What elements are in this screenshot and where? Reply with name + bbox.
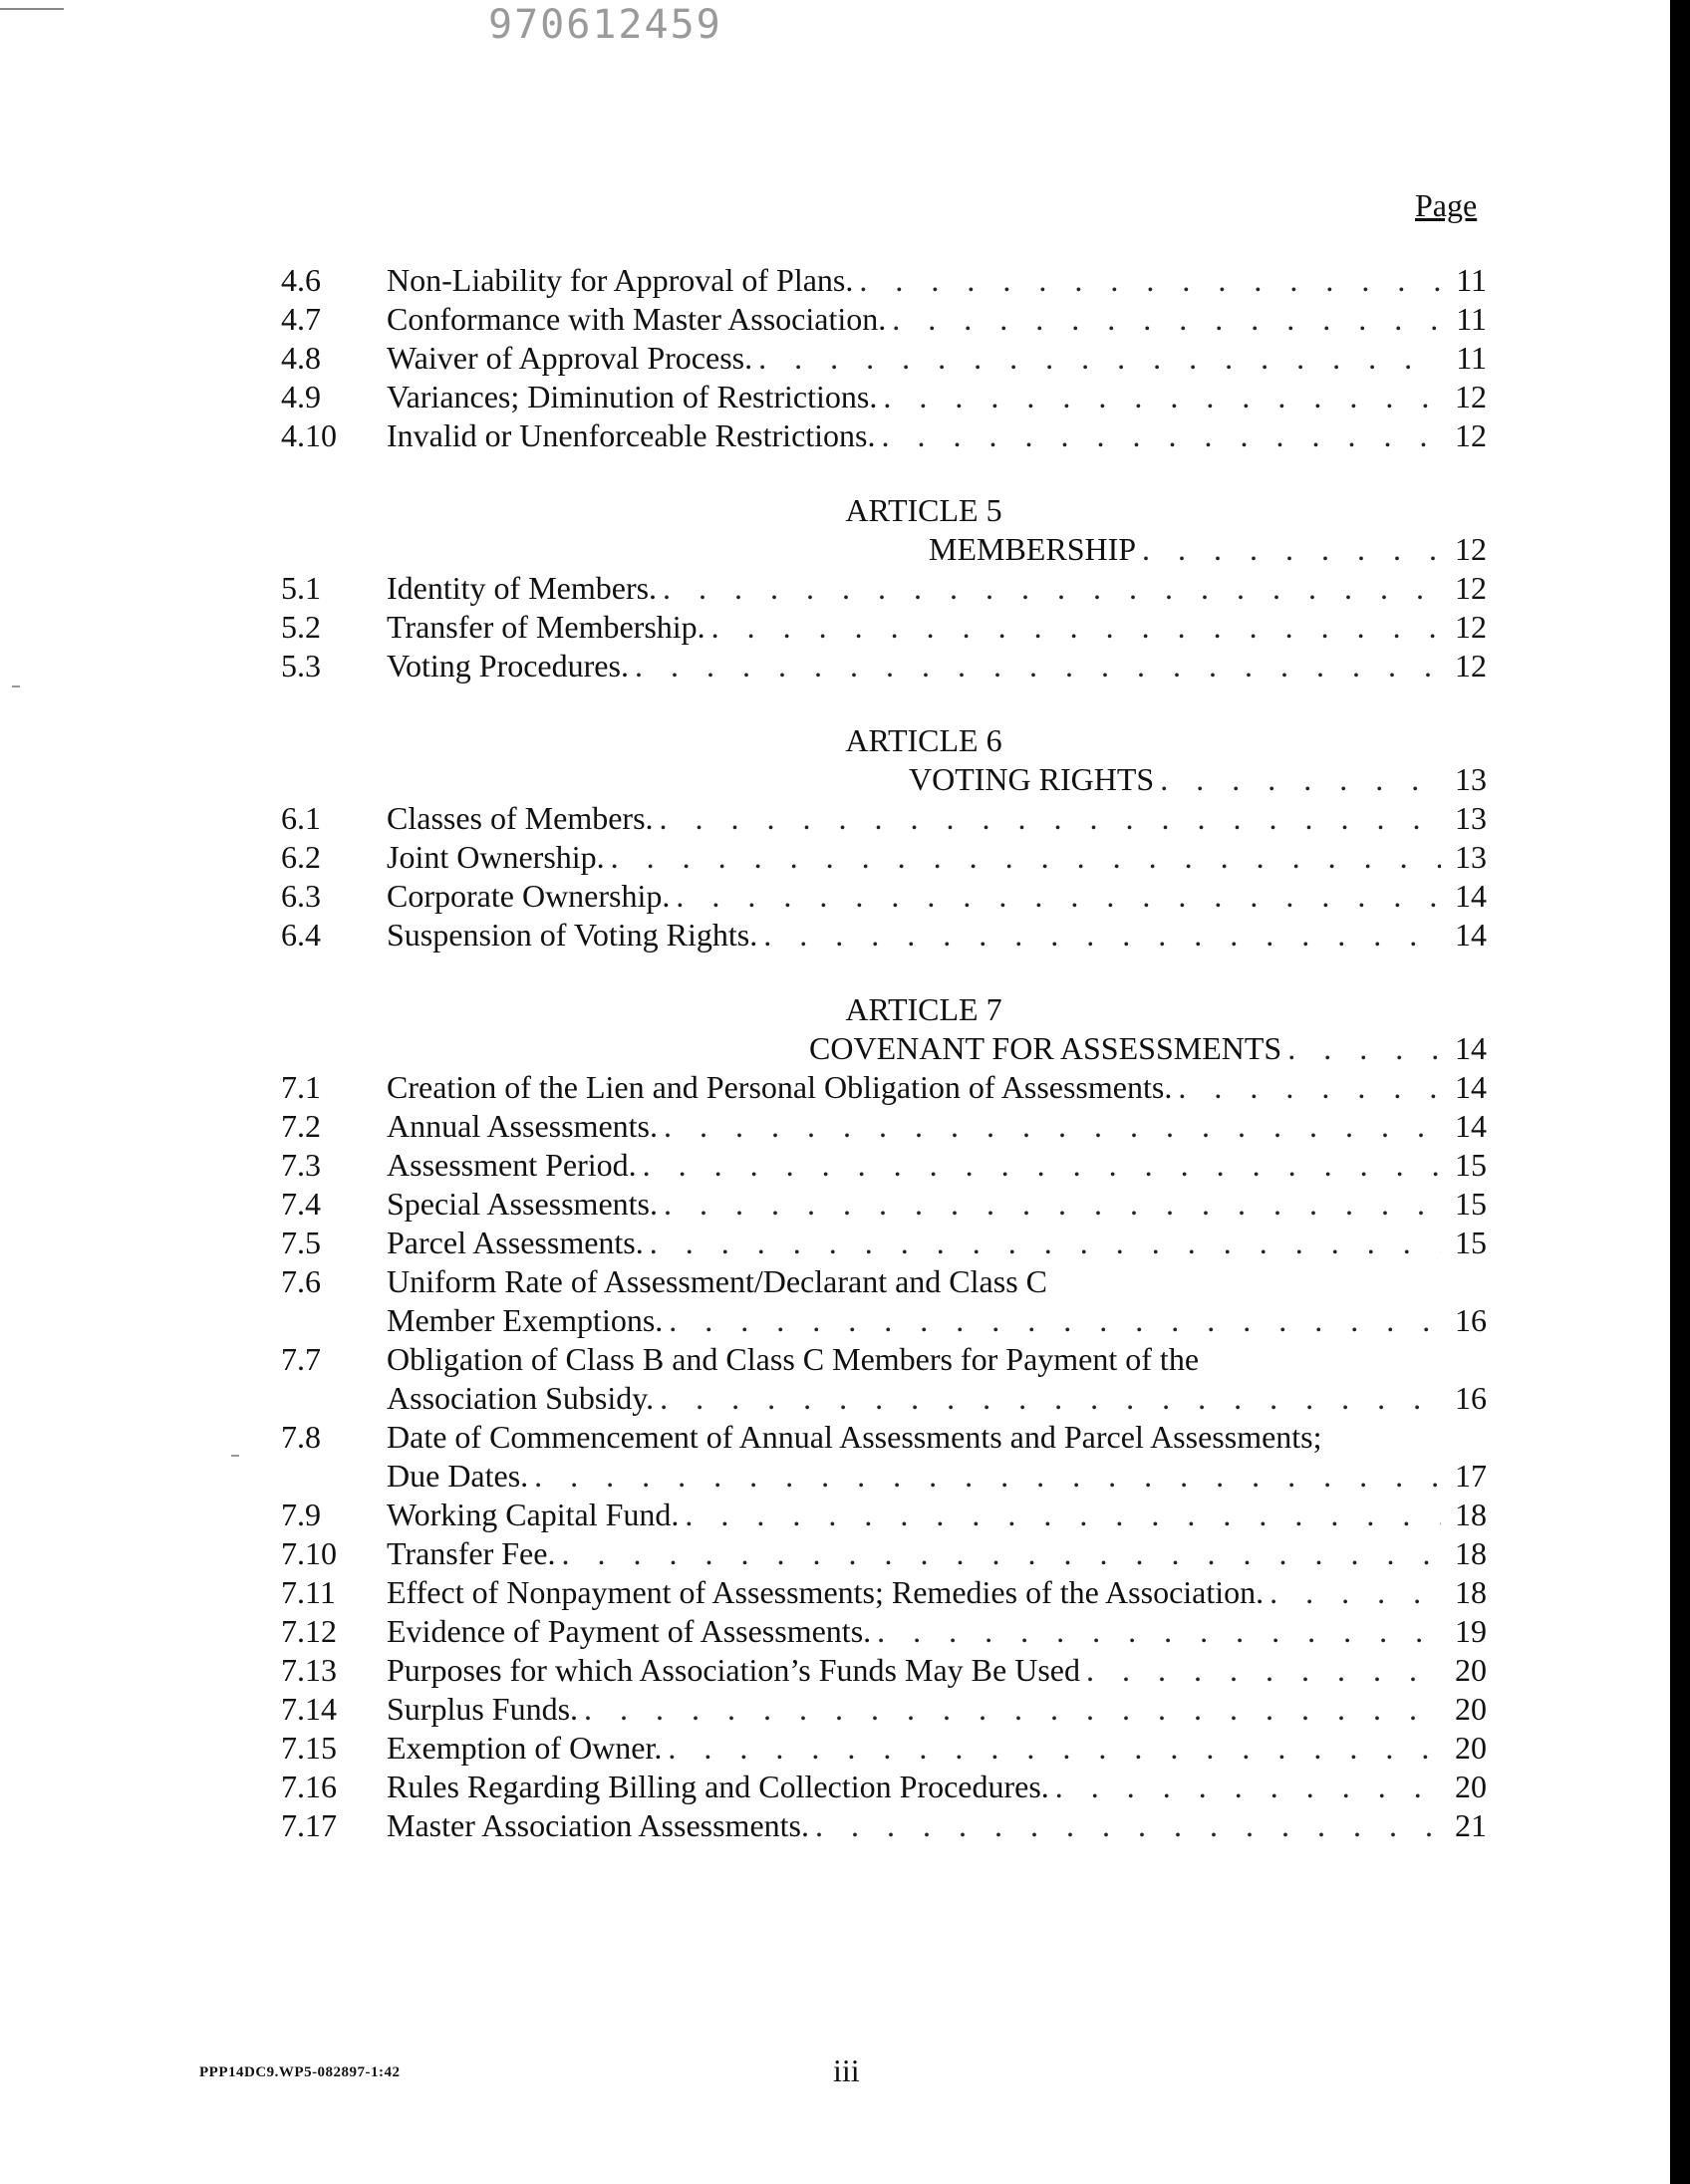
section-gap bbox=[281, 955, 1487, 990]
entry-title-line: Uniform Rate of Assessment/Declarant and Class C bbox=[387, 1263, 1047, 1299]
leader-row bbox=[387, 300, 1487, 339]
entry-title-block bbox=[387, 1573, 1487, 1612]
toc-entry bbox=[281, 877, 1487, 916]
entry-title-block bbox=[387, 916, 1487, 955]
page-ref: 13 bbox=[1455, 800, 1487, 836]
entry-title-block bbox=[387, 799, 1487, 838]
toc-entry bbox=[281, 916, 1487, 955]
entry-title: Surplus Funds. bbox=[387, 1691, 579, 1727]
toc-entry bbox=[281, 647, 1487, 685]
page-ref: 20 bbox=[1455, 1730, 1487, 1766]
section-number: 7.1 bbox=[281, 1069, 321, 1105]
leader-row bbox=[387, 569, 1487, 608]
entry-title-block bbox=[387, 261, 1487, 300]
entry-title-block bbox=[387, 1768, 1487, 1806]
section-number: 7.13 bbox=[281, 1652, 337, 1688]
page-ref: 16 bbox=[1455, 1380, 1487, 1416]
section-number: 7.3 bbox=[281, 1147, 321, 1183]
dot-leader bbox=[663, 569, 1441, 608]
entry-title: Suspension of Voting Rights. bbox=[387, 917, 758, 953]
entry-title: Member Exemptions. bbox=[387, 1302, 664, 1338]
entry-title: Identity of Members. bbox=[387, 570, 658, 606]
toc-section bbox=[281, 261, 1487, 455]
section-gap bbox=[281, 685, 1487, 721]
entry-title: Joint Ownership. bbox=[387, 839, 605, 875]
page-ref: 12 bbox=[1455, 609, 1487, 645]
toc-entry bbox=[281, 1340, 1487, 1418]
article-title: VOTING RIGHTS bbox=[909, 761, 1155, 797]
entry-title-block bbox=[387, 1729, 1487, 1768]
leader-row bbox=[929, 530, 1487, 569]
page-ref: 15 bbox=[1455, 1147, 1487, 1183]
section-number: 4.10 bbox=[281, 417, 337, 453]
entry-title: Working Capital Fund. bbox=[387, 1497, 680, 1532]
section-number: 7.2 bbox=[281, 1108, 321, 1144]
entry-title-block bbox=[387, 1107, 1487, 1146]
entry-title-block bbox=[387, 300, 1487, 339]
entry-title: Corporate Ownership. bbox=[387, 878, 671, 914]
leader-row bbox=[387, 1651, 1487, 1690]
page-ref: 21 bbox=[1455, 1807, 1487, 1843]
entry-title: Conformance with Master Association. bbox=[387, 301, 887, 337]
dot-leader bbox=[676, 877, 1441, 916]
toc-entry bbox=[281, 1534, 1487, 1573]
toc-entry bbox=[281, 339, 1487, 378]
dot-leader bbox=[758, 339, 1441, 378]
page-ref: 11 bbox=[1456, 262, 1487, 298]
scan-edge-line bbox=[0, 8, 64, 10]
page-ref: 14 bbox=[1455, 1069, 1487, 1105]
dot-leader bbox=[561, 1534, 1441, 1573]
leader-row bbox=[387, 1301, 1487, 1340]
article-title: MEMBERSHIP bbox=[929, 531, 1137, 567]
section-number: 7.14 bbox=[281, 1691, 337, 1727]
leader-row bbox=[387, 1185, 1487, 1224]
page-ref: 14 bbox=[1455, 917, 1487, 953]
article-heading-row bbox=[281, 1029, 1487, 1068]
toc-section bbox=[281, 685, 1487, 955]
leader-row bbox=[387, 1457, 1487, 1496]
page-ref: 20 bbox=[1455, 1652, 1487, 1688]
page-ref: 16 bbox=[1455, 1302, 1487, 1338]
leader-row bbox=[387, 1379, 1487, 1418]
leader-row bbox=[909, 760, 1487, 799]
dot-leader bbox=[668, 1729, 1441, 1768]
toc-entry bbox=[281, 300, 1487, 339]
entry-title-block bbox=[387, 1651, 1487, 1690]
entry-title-block bbox=[387, 339, 1487, 378]
scan-right-edge bbox=[1670, 0, 1690, 2184]
entry-title-block bbox=[387, 1806, 1487, 1845]
entry-title: Assessment Period. bbox=[387, 1147, 637, 1183]
margin-mark bbox=[231, 1455, 239, 1457]
dot-leader bbox=[643, 1146, 1441, 1185]
section-number: 5.2 bbox=[281, 609, 321, 645]
dot-leader bbox=[1160, 760, 1441, 799]
page-ref: 18 bbox=[1455, 1535, 1487, 1571]
leader-row bbox=[387, 1107, 1487, 1146]
entry-title-block bbox=[387, 1496, 1487, 1534]
page-ref: 13 bbox=[1455, 839, 1487, 875]
dot-leader bbox=[660, 1379, 1441, 1418]
entry-title-block bbox=[387, 378, 1487, 416]
entry-title: Transfer Fee. bbox=[387, 1535, 556, 1571]
page-ref: 20 bbox=[1455, 1691, 1487, 1727]
dot-leader bbox=[711, 608, 1441, 647]
page-ref: 14 bbox=[1455, 878, 1487, 914]
entry-title-block bbox=[387, 877, 1487, 916]
page-ref: 12 bbox=[1455, 531, 1487, 567]
page-ref: 12 bbox=[1455, 570, 1487, 606]
dot-leader bbox=[669, 1301, 1441, 1340]
toc-entry bbox=[281, 1068, 1487, 1107]
toc-entry bbox=[281, 1573, 1487, 1612]
toc-entry bbox=[281, 569, 1487, 608]
entry-title: Special Assessments. bbox=[387, 1186, 658, 1222]
section-number: 6.4 bbox=[281, 917, 321, 953]
toc-entry bbox=[281, 261, 1487, 300]
document-stamp-number: 970612459 bbox=[488, 2, 722, 48]
toc-entry bbox=[281, 378, 1487, 416]
dot-leader bbox=[1055, 1768, 1441, 1806]
entry-title-block bbox=[387, 1224, 1487, 1262]
leader-row bbox=[387, 1612, 1487, 1651]
section-number: 7.8 bbox=[281, 1419, 321, 1455]
leader-row bbox=[387, 877, 1487, 916]
entry-title-block bbox=[387, 1185, 1487, 1224]
entry-title-block bbox=[387, 1690, 1487, 1729]
toc-entry bbox=[281, 1262, 1487, 1340]
section-number: 7.11 bbox=[281, 1574, 336, 1610]
entry-title-block bbox=[387, 1146, 1487, 1185]
entry-title-block bbox=[387, 838, 1487, 877]
entry-title: Due Dates. bbox=[387, 1458, 529, 1494]
leader-row bbox=[809, 1029, 1487, 1068]
section-number: 4.9 bbox=[281, 379, 321, 414]
entry-title-block bbox=[387, 1612, 1487, 1651]
dot-leader bbox=[859, 261, 1441, 300]
toc-entry bbox=[281, 1729, 1487, 1768]
leader-row bbox=[387, 1690, 1487, 1729]
leader-row bbox=[387, 916, 1487, 955]
leader-row bbox=[387, 1573, 1487, 1612]
entry-title-block bbox=[387, 1418, 1487, 1496]
article-label: ARTICLE 6 bbox=[845, 722, 1002, 758]
entry-title: Creation of the Lien and Personal Obligation of Assessments. bbox=[387, 1069, 1173, 1105]
page-number: iii bbox=[833, 2052, 860, 2088]
section-number: 7.16 bbox=[281, 1769, 337, 1804]
entry-title: Voting Procedures. bbox=[387, 648, 629, 683]
section-number: 4.8 bbox=[281, 340, 321, 376]
toc-entry bbox=[281, 799, 1487, 838]
article-label: ARTICLE 5 bbox=[845, 492, 1002, 528]
page-ref: 11 bbox=[1456, 301, 1487, 337]
dot-leader bbox=[877, 1612, 1441, 1651]
dot-leader bbox=[664, 1107, 1441, 1146]
leader-row bbox=[387, 1534, 1487, 1573]
entry-title: Non-Liability for Approval of Plans. bbox=[387, 262, 854, 298]
page-ref: 12 bbox=[1455, 417, 1487, 453]
entry-title: Association Subsidy. bbox=[387, 1380, 655, 1416]
dot-leader bbox=[1142, 530, 1441, 569]
section-number: 7.17 bbox=[281, 1807, 337, 1843]
entry-title-block bbox=[387, 1340, 1487, 1418]
margin-mark bbox=[12, 685, 20, 687]
page-ref: 13 bbox=[1455, 761, 1487, 797]
page-ref: 14 bbox=[1455, 1030, 1487, 1066]
leader-row bbox=[387, 378, 1487, 416]
page-ref: 12 bbox=[1455, 648, 1487, 683]
article-heading-row bbox=[281, 760, 1487, 799]
toc-entry bbox=[281, 1418, 1487, 1496]
section-number: 4.6 bbox=[281, 262, 321, 298]
entry-title-block bbox=[387, 569, 1487, 608]
dot-leader bbox=[650, 1224, 1441, 1262]
toc-entry bbox=[281, 1768, 1487, 1806]
leader-row bbox=[387, 1068, 1487, 1107]
section-number: 6.1 bbox=[281, 800, 321, 836]
toc-entry bbox=[281, 1496, 1487, 1534]
entry-title: Purposes for which Association’s Funds May Be Used bbox=[387, 1652, 1080, 1688]
entry-title-block bbox=[387, 1262, 1487, 1340]
toc-entry bbox=[281, 1612, 1487, 1651]
table-of-contents bbox=[281, 261, 1487, 1845]
entry-title-block bbox=[387, 608, 1487, 647]
toc-entry bbox=[281, 1146, 1487, 1185]
entry-title: Annual Assessments. bbox=[387, 1108, 658, 1144]
toc-entry bbox=[281, 838, 1487, 877]
section-number: 7.4 bbox=[281, 1186, 321, 1222]
dot-leader bbox=[534, 1457, 1441, 1496]
page-ref: 18 bbox=[1455, 1574, 1487, 1610]
leader-row bbox=[387, 416, 1487, 455]
page-ref: 12 bbox=[1455, 379, 1487, 414]
dot-leader bbox=[1178, 1068, 1441, 1107]
leader-row bbox=[387, 1729, 1487, 1768]
entry-title: Invalid or Unenforceable Restrictions. bbox=[387, 417, 876, 453]
dot-leader bbox=[664, 1185, 1441, 1224]
entry-title-line: Obligation of Class B and Class C Members for Payment of the bbox=[387, 1341, 1200, 1377]
toc-entry bbox=[281, 1185, 1487, 1224]
section-number: 5.3 bbox=[281, 648, 321, 683]
page-ref: 15 bbox=[1455, 1225, 1487, 1260]
page-ref: 18 bbox=[1455, 1497, 1487, 1532]
section-number: 7.12 bbox=[281, 1613, 337, 1649]
leader-row bbox=[387, 339, 1487, 378]
dot-leader bbox=[660, 799, 1441, 838]
dot-leader bbox=[1269, 1573, 1441, 1612]
entry-title: Exemption of Owner. bbox=[387, 1730, 663, 1766]
page-ref: 19 bbox=[1455, 1613, 1487, 1649]
section-number: 7.7 bbox=[281, 1341, 321, 1377]
toc-entry bbox=[281, 1224, 1487, 1262]
leader-row bbox=[387, 261, 1487, 300]
dot-leader bbox=[883, 378, 1441, 416]
leader-row bbox=[387, 1224, 1487, 1262]
article-title: COVENANT FOR ASSESSMENTS bbox=[809, 1030, 1282, 1066]
section-number: 7.10 bbox=[281, 1535, 337, 1571]
entry-title: Rules Regarding Billing and Collection Procedures. bbox=[387, 1769, 1049, 1804]
toc-entry bbox=[281, 1690, 1487, 1729]
dot-leader bbox=[882, 416, 1442, 455]
toc-entry bbox=[281, 1806, 1487, 1845]
entry-title: Master Association Assessments. bbox=[387, 1807, 809, 1843]
section-number: 7.15 bbox=[281, 1730, 337, 1766]
leader-row bbox=[387, 1496, 1487, 1534]
leader-row bbox=[387, 1768, 1487, 1806]
section-number: 5.1 bbox=[281, 570, 321, 606]
page-ref: 11 bbox=[1456, 340, 1487, 376]
section-number: 6.2 bbox=[281, 839, 321, 875]
entry-title-block bbox=[387, 647, 1487, 685]
dot-leader bbox=[685, 1496, 1441, 1534]
article-heading-row bbox=[281, 530, 1487, 569]
section-number: 6.3 bbox=[281, 878, 321, 914]
toc-section bbox=[281, 455, 1487, 685]
toc-entry bbox=[281, 416, 1487, 455]
dot-leader bbox=[611, 838, 1441, 877]
page-column-heading: Page bbox=[1415, 187, 1478, 223]
entry-title: Transfer of Membership. bbox=[387, 609, 705, 645]
entry-title-block bbox=[387, 416, 1487, 455]
document-code: PPP14DC9.WP5-082897-1:42 bbox=[199, 2064, 401, 2080]
entry-title: Variances; Diminution of Restrictions. bbox=[387, 379, 878, 414]
page-ref: 15 bbox=[1455, 1186, 1487, 1222]
dot-leader bbox=[1086, 1651, 1441, 1690]
dot-leader bbox=[763, 916, 1441, 955]
entry-title-line: Date of Commencement of Annual Assessments and Parcel Assessments; bbox=[387, 1419, 1322, 1455]
dot-leader bbox=[584, 1690, 1441, 1729]
entry-title: Waiver of Approval Process. bbox=[387, 340, 753, 376]
page-ref: 17 bbox=[1455, 1458, 1487, 1494]
dot-leader bbox=[1287, 1029, 1441, 1068]
leader-row bbox=[387, 838, 1487, 877]
entry-title: Effect of Nonpayment of Assessments; Remedies of the Association. bbox=[387, 1574, 1265, 1610]
entry-title: Classes of Members. bbox=[387, 800, 654, 836]
section-number: 7.6 bbox=[281, 1263, 321, 1299]
entry-title: Evidence of Payment of Assessments. bbox=[387, 1613, 872, 1649]
toc-section bbox=[281, 955, 1487, 1845]
page-ref: 20 bbox=[1455, 1769, 1487, 1804]
leader-row bbox=[387, 647, 1487, 685]
entry-title: Parcel Assessments. bbox=[387, 1225, 644, 1260]
toc-entry bbox=[281, 1651, 1487, 1690]
entry-title-block bbox=[387, 1534, 1487, 1573]
section-number: 4.7 bbox=[281, 301, 321, 337]
toc-entry bbox=[281, 608, 1487, 647]
dot-leader bbox=[635, 647, 1441, 685]
article-label: ARTICLE 7 bbox=[845, 991, 1002, 1027]
entry-title-block bbox=[387, 1068, 1487, 1107]
toc-entry bbox=[281, 1107, 1487, 1146]
section-gap bbox=[281, 455, 1487, 491]
section-number: 7.5 bbox=[281, 1225, 321, 1260]
page-ref: 14 bbox=[1455, 1108, 1487, 1144]
leader-row bbox=[387, 608, 1487, 647]
dot-leader bbox=[892, 300, 1441, 339]
dot-leader bbox=[815, 1806, 1441, 1845]
leader-row bbox=[387, 1806, 1487, 1845]
leader-row bbox=[387, 799, 1487, 838]
leader-row bbox=[387, 1146, 1487, 1185]
section-number: 7.9 bbox=[281, 1497, 321, 1532]
